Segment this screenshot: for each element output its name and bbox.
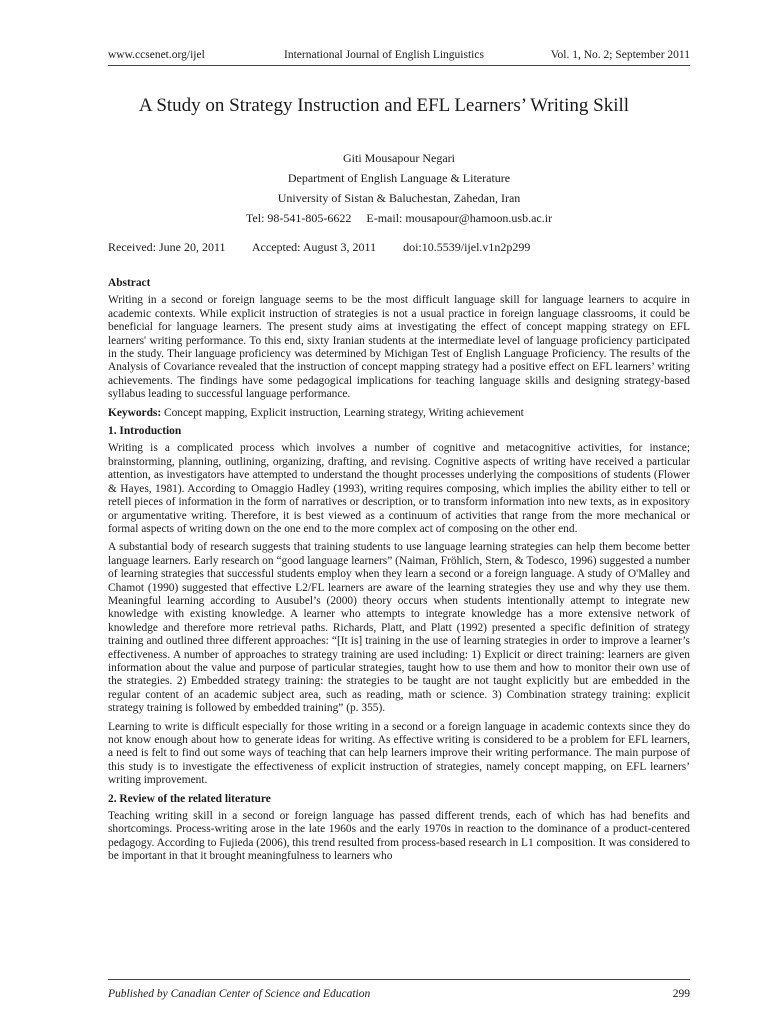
page-number: 299 xyxy=(672,988,690,1000)
doi[interactable]: doi:10.5539/ijel.v1n2p299 xyxy=(403,240,531,254)
paper-title: A Study on Strategy Instruction and EFL Learners’ Writing Skill xyxy=(138,95,630,116)
abstract-text: Writing in a second or foreign language seems to be the most difficult language skill for language learners to acquire in academic contexts. While explicit instruction of strategies is not a usual practice in foreign language classrooms, it could be beneficial for language learners. The present study aims at investigating the effect of concept mapping strategy on EFL learners' writing performance. To this end, sixty Iranian students at the intermediate level of language proficiency participated in the study. Their language proficiency was determined by Michigan Test of English Language Proficiency. The results of the Analysis of Covariance revealed that the instruction of concept mapping strategy had a positive effect on EFL learners’ writing achievements. The findings have some pedagogical implications for teaching language skills and designing strategy-based syllabus leading to successful language performance. xyxy=(108,294,690,401)
abstract-heading: Abstract xyxy=(108,277,151,289)
journal-url[interactable]: www.ccsenet.org/ijel xyxy=(108,49,205,61)
paper-body xyxy=(108,277,690,869)
keywords xyxy=(108,407,690,420)
accepted-date: Accepted: August 3, 2011 xyxy=(251,240,377,254)
journal-name: International Journal of English Linguistics xyxy=(284,49,484,61)
author-name: Giti Mousapour Negari xyxy=(343,151,455,165)
page-footer xyxy=(108,979,690,1000)
review-paragraph-1: Teaching writing skill in a second or foreign language has passed different trends, each of which has had benefits and shortcomings. Process-writing arose in the late 1960s and the early 1970s in reaction to the dominance of a product-centered pedagogy. According to Fujieda (2006), this trend resulted from process-based research in L1 composition. It was considered to be important in that it brought meaningfulness to learners who xyxy=(108,810,690,863)
intro-paragraph-1: Writing is a complicated process which involves a number of cognitive and metacognitive activities, for instance; brainstorming, planning, outlining, organizing, drafting, and revising. Cognitive aspects of writing have received a particular attention, as investigators have attempted to understand the thought processes underlying the compositions of students (Flower & Hayes, 1981). According to Omaggio Hadley (1993), writing requires composing, which implies the ability either to tell or retell pieces of information in the form of narratives or description, or to transform information into new texts, as in expository or argumentative writing. Therefore, it is best viewed as a continuum of activities that range from the more mechanical or formal aspects of writing down on the one end to the more complex act of composing on the other end. xyxy=(108,442,690,535)
publication-dates xyxy=(108,240,690,255)
author-university: University of Sistan & Baluchestan, Zahedan, Iran xyxy=(277,191,521,205)
intro-paragraph-3: Learning to write is difficult especially for those writing in a second or a foreign language in academic contexts since they do not know enough about how to generate ideas for writing. As effective writing is considered to be a problem for EFL learners, a need is felt to find out some ways of teaching that can help learners improve their writing performance. The main purpose of this study is to investigate the effectiveness of explicit instruction of strategies, namely concept mapping, on EFL learners’ writing improvement. xyxy=(108,720,690,787)
received-date: Received: June 20, 2011 xyxy=(108,240,226,254)
keywords-label: Keywords: xyxy=(108,406,162,419)
running-header xyxy=(108,49,690,66)
section-heading-introduction: 1. Introduction xyxy=(108,425,182,438)
keywords-text: Concept mapping, Explicit instruction, Learning strategy, Writing achievement xyxy=(164,406,524,419)
section-heading-literature-review: 2. Review of the related literature xyxy=(108,792,271,805)
author-block xyxy=(108,148,690,228)
intro-paragraph-2: A substantial body of research suggests that training students to use language learning strategies can help them become better language learners. Early research on “good language learners” (Naiman, Fröhlich, Stern, & Todesco, 1996) suggested a number of learning strategies that successful students employ when they learn a second or a foreign language. A study of O'Malley and Chamot (1990) suggested that effective L2/FL learners are aware of the learning strategies they use and why they use them. Meaningful learning according to Ausubel’s (2000) theory occurs when students intentionally attempt to integrate new knowledge with existing knowledge. A learner who attempts to integrate knowledge has a more extensive network of knowledge and therefore more retrieval paths. Richards, Platt, and Platt (1992) presented a specific definition of strategy training and outlined three different approaches: “[It is] training in the use of learning strategies in order to improve a learner’s effectiveness. A number of approaches to strategy training are used including: 1) Explicit or direct training: learners are given information about the value and purpose of particular strategies, taught how to use them and how to monitor their own use of the strategies. 2) Embedded strategy training: the strategies to be taught are not taught explicitly but are embedded in the regular content of an academic subject area, such as reading, math or science. 3) Combination strategy training: explicit strategy training is followed by embedded training” (p. 355). xyxy=(108,541,690,715)
author-contact: Tel: 98-541-805-6622 E-mail: mousapour@hamoon.usb.ac.ir xyxy=(245,211,553,225)
author-department: Department of English Language & Literature xyxy=(287,171,511,185)
volume-info: Vol. 1, No. 2; September 2011 xyxy=(550,49,690,61)
publisher-line: Published by Canadian Center of Science and Education xyxy=(108,988,371,1000)
